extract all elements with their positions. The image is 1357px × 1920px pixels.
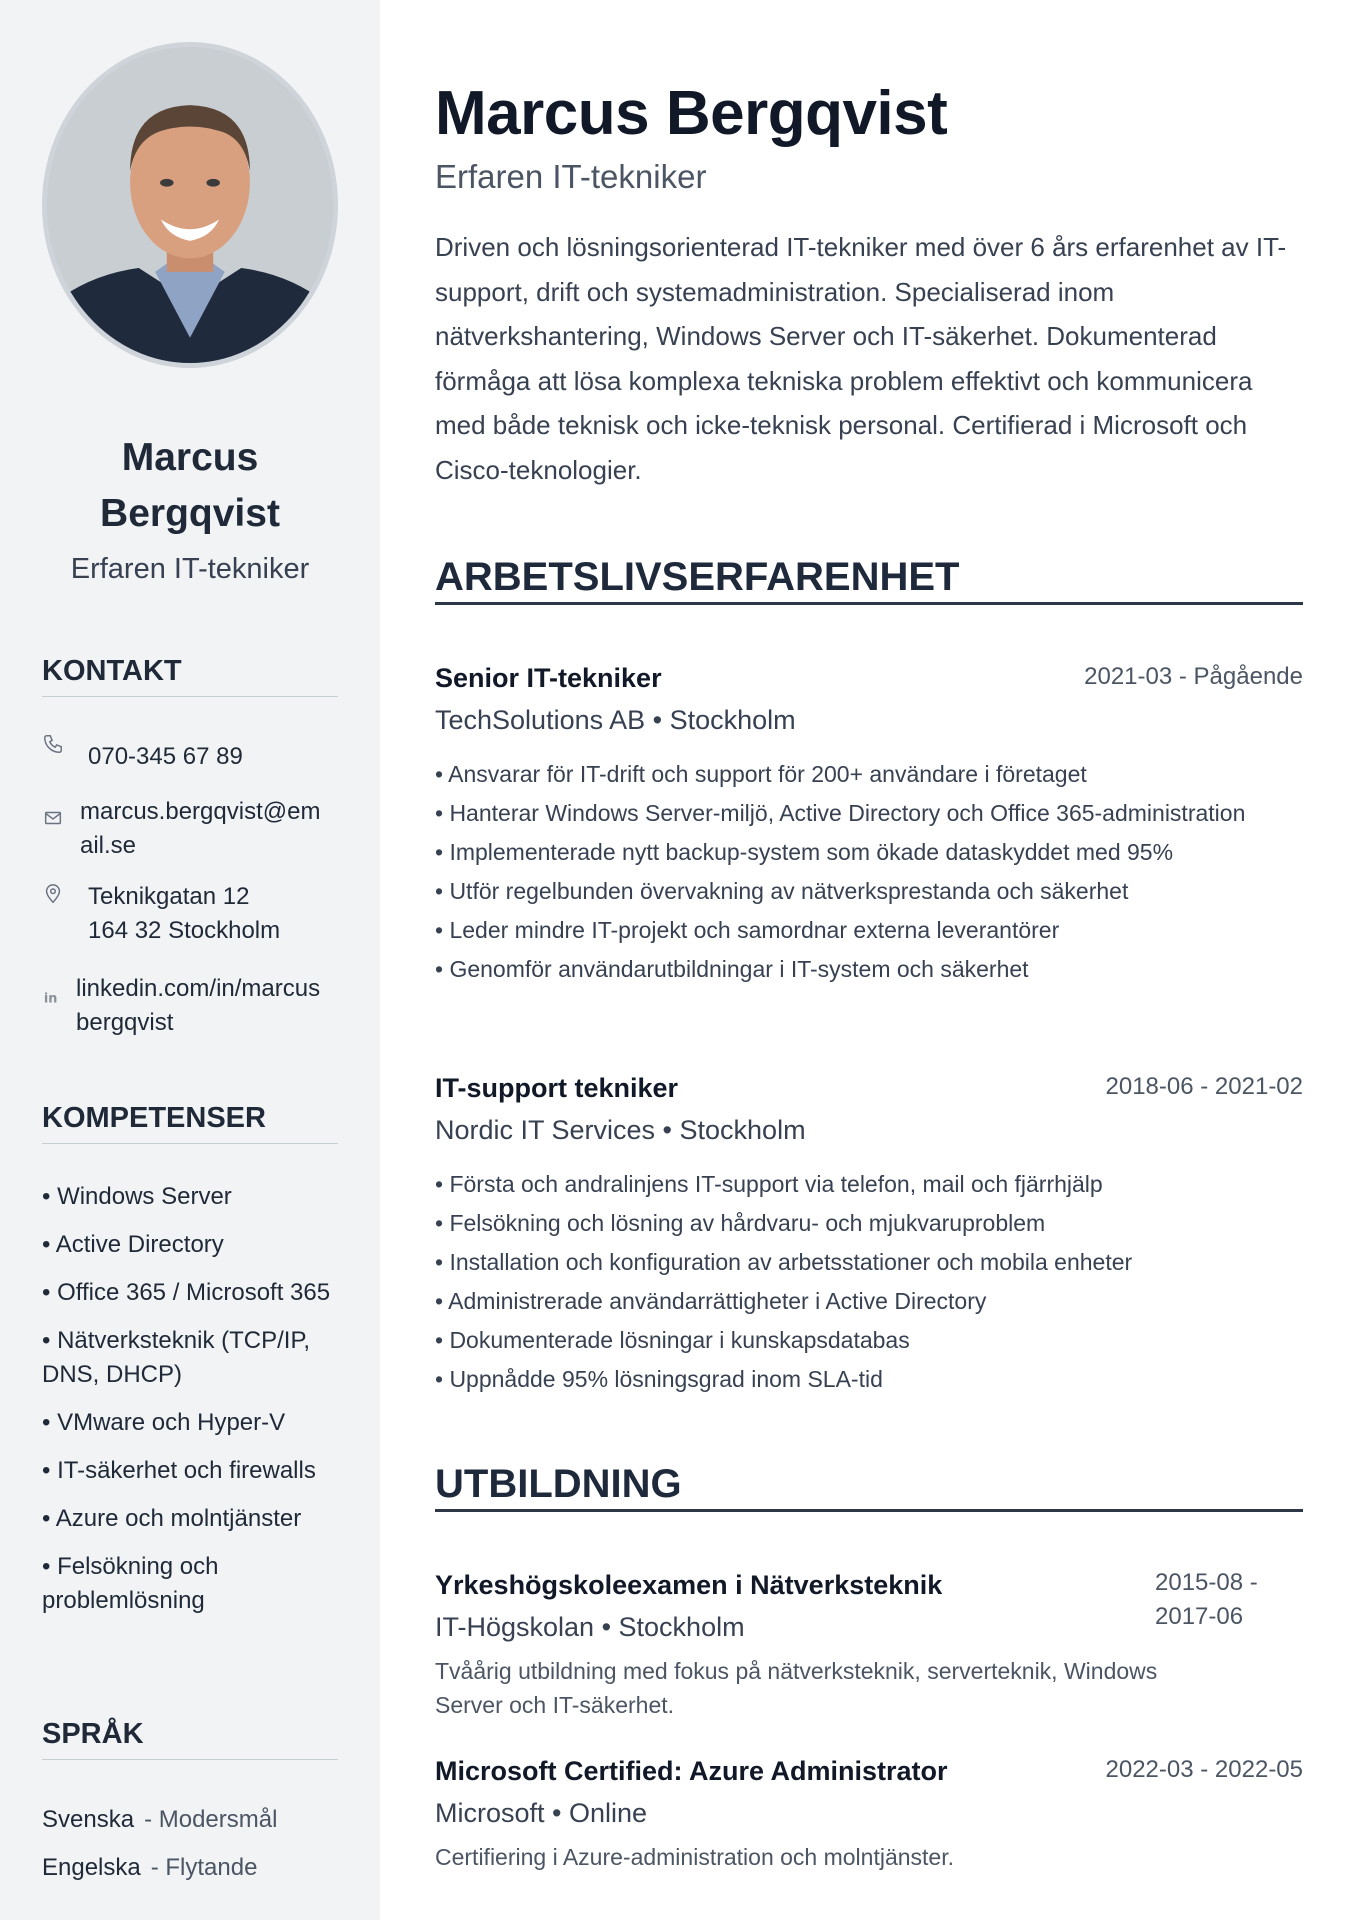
list-item: • Administrerade användarrättigheter i Active Directory	[435, 1288, 987, 1314]
job-company: Nordic IT Services • Stockholm	[435, 1115, 806, 1145]
list-item: • Windows Server	[42, 1183, 232, 1210]
list-item: • Dokumenterade lösningar i kunskapsdatabas	[435, 1327, 910, 1353]
list-item: • Leder mindre IT-projekt och samordnar externa leverantörer	[435, 917, 1060, 943]
phone-text: 070-345 67 89	[88, 743, 243, 770]
address-text	[88, 880, 280, 948]
education-date-end: 2017-06	[1155, 1603, 1244, 1630]
list-item: • Utför regelbunden övervakning av nätverksprestanda och säkerhet	[435, 878, 1129, 904]
education-title: Yrkeshögskoleexamen i Nätverksteknik	[435, 1570, 943, 1600]
job-bullets	[435, 755, 1303, 989]
job-bullets	[435, 1165, 1303, 1399]
language-name: Engelska	[42, 1854, 141, 1881]
sidebar-name	[0, 430, 380, 542]
email-line2: ail.se	[80, 832, 137, 859]
languages-heading: SPRÅK	[42, 1718, 338, 1760]
email-text	[80, 795, 320, 863]
language-row	[42, 1806, 277, 1834]
sidebar-title: Erfaren IT-tekniker	[70, 553, 310, 585]
education-date-start: 2015-08 -	[1155, 1569, 1258, 1596]
list-item: • IT-säkerhet och firewalls	[42, 1457, 316, 1484]
location-pin-icon	[42, 880, 70, 905]
linkedin-text	[76, 972, 320, 1040]
job-title: Senior IT-tekniker	[435, 663, 662, 693]
list-item: • Office 365 / Microsoft 365	[42, 1279, 331, 1306]
page-title: Marcus Bergqvist	[435, 79, 948, 148]
list-item: • Nätverksteknik (TCP/IP, DNS, DHCP)	[42, 1327, 311, 1388]
list-item: • Azure och molntjänster	[42, 1505, 302, 1532]
address-line1: Teknikgatan 12	[88, 883, 250, 910]
job-title: IT-support tekniker	[435, 1073, 679, 1103]
phone-icon	[42, 730, 70, 755]
skills-heading: KOMPETENSER	[42, 1102, 338, 1144]
job-headline: Erfaren IT-tekniker	[435, 158, 707, 195]
skills-list	[42, 1180, 342, 1632]
language-level: - Modersmål	[144, 1806, 278, 1833]
address-line2: 164 32 Stockholm	[88, 917, 281, 944]
linkedin-line1: linkedin.com/in/marcus	[76, 975, 321, 1002]
contact-phone[interactable]	[42, 730, 342, 774]
list-item: • Installation och konfiguration av arbetsstationer och mobila enheter	[435, 1249, 1133, 1275]
profile-photo	[42, 42, 338, 368]
contact-heading: KONTAKT	[42, 655, 338, 697]
list-item: • VMware och Hyper-V	[42, 1409, 286, 1436]
education-date: 2022-03 - 2022-05	[1105, 1756, 1303, 1783]
list-item: • Active Directory	[42, 1231, 224, 1258]
contact-linkedin[interactable]	[42, 972, 342, 1040]
list-item: • Ansvarar för IT-drift och support för 200+ användare i företaget	[435, 761, 1087, 787]
list-item: • Felsökning och problemlösning	[42, 1553, 219, 1614]
sidebar-name-first: Marcus	[121, 436, 259, 479]
list-item: • Implementerade nytt backup-system som ökade dataskyddet med 95%	[435, 839, 1174, 865]
language-name: Svenska	[42, 1806, 135, 1833]
list-item: • Genomför användarutbildningar i IT-system och säkerhet	[435, 956, 1029, 982]
sidebar-name-last: Bergqvist	[100, 492, 280, 535]
education-title: Microsoft Certified: Azure Administrator	[435, 1756, 948, 1786]
education-description: Certifiering i Azure-administration och molntjänster.	[435, 1844, 955, 1870]
sidebar	[0, 0, 380, 1920]
contact-email[interactable]	[42, 795, 342, 863]
svg-text:in: in	[43, 991, 58, 1007]
job-company: TechSolutions AB • Stockholm	[435, 705, 796, 735]
linkedin-icon	[42, 972, 70, 1008]
mail-icon	[42, 795, 70, 829]
education-school: IT-Högskolan • Stockholm	[435, 1612, 745, 1642]
list-item: • Uppnådde 95% lösningsgrad inom SLA-tid	[435, 1366, 883, 1392]
education-heading: UTBILDNING	[435, 1462, 1303, 1512]
experience-heading: ARBETSLIVSERFARENHET	[435, 555, 1303, 605]
list-item: • Felsökning och lösning av hårdvaru- och mjukvaruproblem	[435, 1210, 1046, 1236]
contact-address	[42, 880, 342, 948]
list-item: • Hanterar Windows Server-miljö, Active Directory och Office 365-administration	[435, 800, 1246, 826]
job-date: 2021-03 - Pågående	[1084, 663, 1303, 690]
profile-summary: Driven och lösningsorienterad IT-tekniker med över 6 års erfarenhet av IT-support, drift och systemadministration. Specialiserad inom nätverkshantering, Windows Server och IT-säkerhet. Dokumenterad förmåga att lösa komplexa tekniska problem effektivt och kommunicera med både teknisk och icke-teknisk personal. Certifierad i Microsoft och Cisco-teknologier.	[435, 232, 1287, 485]
list-item: • Första och andralinjens IT-support via telefon, mail och fjärrhjälp	[435, 1171, 1103, 1197]
education-date	[1155, 1566, 1258, 1634]
email-line1: marcus.bergqvist@em	[80, 798, 321, 825]
linkedin-line2: bergqvist	[76, 1009, 174, 1036]
job-date: 2018-06 - 2021-02	[1105, 1073, 1303, 1100]
language-row	[42, 1854, 257, 1882]
education-description: Tvåårig utbildning med fokus på nätverksteknik, serverteknik, Windows Server och IT-säkerhet.	[435, 1658, 1158, 1718]
education-school: Microsoft • Online	[435, 1798, 648, 1828]
language-level: - Flytande	[150, 1854, 258, 1881]
